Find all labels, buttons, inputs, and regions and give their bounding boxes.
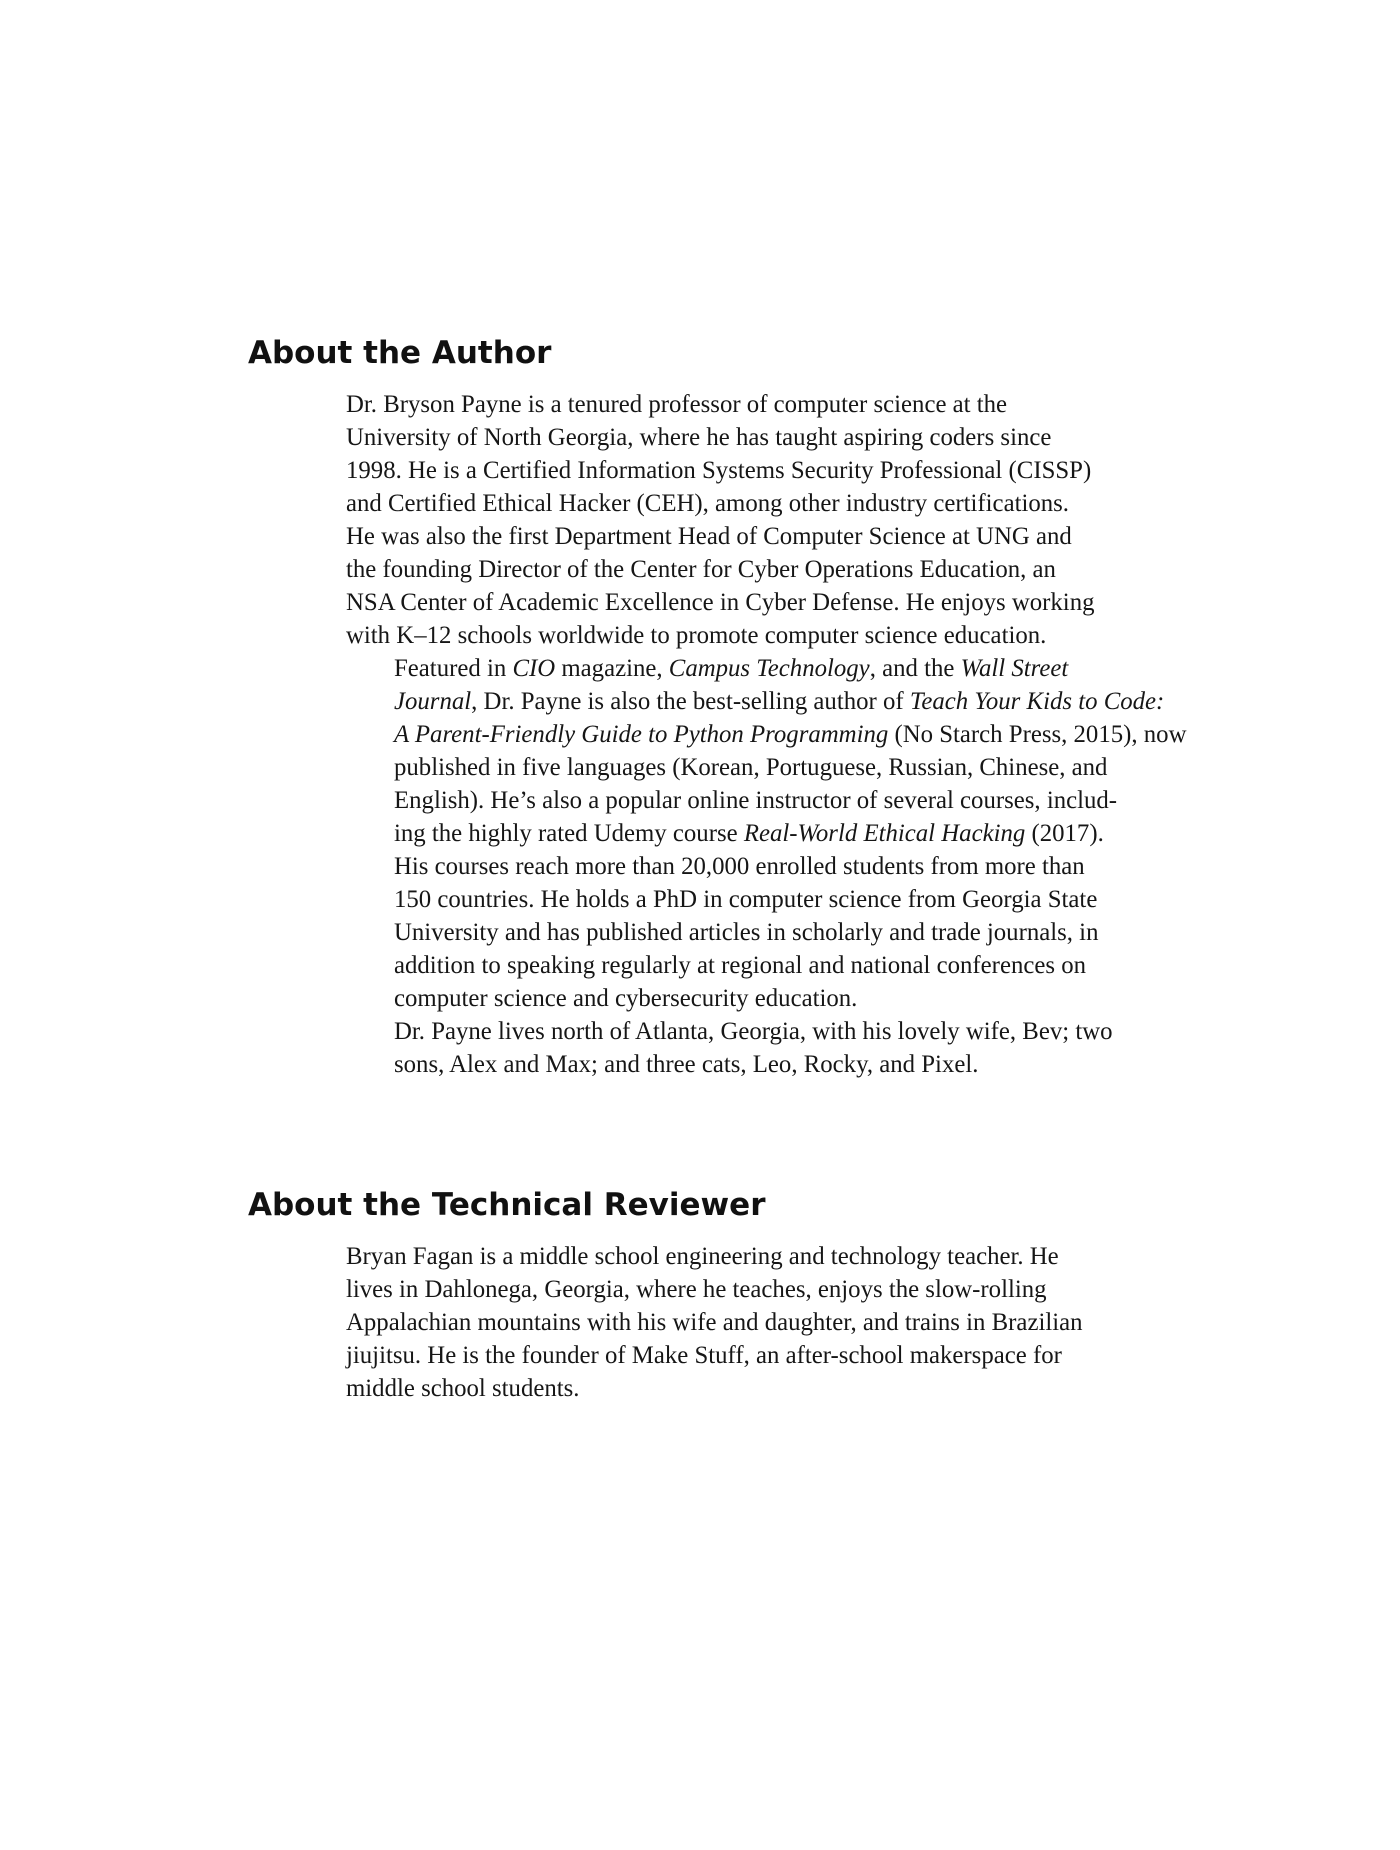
body-text: His courses reach more than 20,000 enrolled students from more than bbox=[394, 853, 1085, 880]
italic-title-text: Journal bbox=[394, 688, 472, 715]
text-line bbox=[346, 1306, 1246, 1339]
text-line bbox=[346, 949, 1246, 982]
body-text: ing the highly rated Udemy course bbox=[394, 820, 744, 847]
text-line bbox=[346, 784, 1246, 817]
body-text: sons, Alex and Max; and three cats, Leo, Rocky, and Pixel. bbox=[394, 1051, 979, 1078]
body-text: English). He’s also a popular online instructor of several courses, includ- bbox=[394, 787, 1118, 814]
body-text: 150 countries. He holds a PhD in computer science from Georgia State bbox=[394, 886, 1098, 913]
text-line bbox=[346, 817, 1246, 850]
body-text: published in five languages (Korean, Portuguese, Russian, Chinese, and bbox=[394, 754, 1108, 781]
text-line bbox=[346, 1015, 1246, 1048]
italic-title-text: Wall Street bbox=[960, 655, 1069, 682]
italic-title-text: CIO bbox=[512, 655, 556, 682]
text-line bbox=[346, 685, 1246, 718]
body-text: , Dr. Payne is also the best-selling author of bbox=[471, 688, 910, 715]
text-line bbox=[346, 586, 1246, 619]
text-line bbox=[346, 1048, 1246, 1081]
body-text: with K–12 schools worldwide to promote computer science education. bbox=[346, 622, 1047, 649]
body-text: Appalachian mountains with his wife and daughter, and trains in Brazilian bbox=[346, 1309, 1083, 1336]
text-line bbox=[346, 652, 1246, 685]
body-text: He was also the first Department Head of Computer Science at UNG and bbox=[346, 523, 1072, 550]
text-line bbox=[346, 751, 1246, 784]
text-line bbox=[346, 718, 1246, 751]
text-line bbox=[346, 421, 1246, 454]
about-the-technical-reviewer-heading: About the Technical Reviewer bbox=[248, 1187, 766, 1223]
body-text: addition to speaking regularly at regional and national conferences on bbox=[394, 952, 1087, 979]
body-text: jiujitsu. He is the founder of Make Stuff, an after-school makerspace for bbox=[346, 1342, 1062, 1369]
about-the-technical-reviewer-section bbox=[248, 1182, 1248, 1405]
text-line bbox=[346, 520, 1246, 553]
text-line bbox=[346, 883, 1246, 916]
text-line bbox=[346, 1372, 1246, 1405]
body-text: the founding Director of the Center for Cyber Operations Education, an bbox=[346, 556, 1056, 583]
text-line bbox=[346, 1339, 1246, 1372]
body-text: (No Starch Press, 2015), now bbox=[888, 721, 1187, 748]
text-line bbox=[346, 916, 1246, 949]
text-line bbox=[346, 553, 1246, 586]
reviewer-bio-paragraph bbox=[346, 1240, 1246, 1405]
body-text: NSA Center of Academic Excellence in Cyber Defense. He enjoys working bbox=[346, 589, 1095, 616]
author-bio bbox=[346, 388, 1246, 1081]
text-line bbox=[346, 1273, 1246, 1306]
italic-title-text: Campus Technology bbox=[668, 655, 870, 682]
author-bio-paragraph bbox=[346, 1015, 1246, 1081]
italic-title-text: A Parent-Friendly Guide to Python Programming bbox=[394, 721, 889, 748]
text-line bbox=[346, 454, 1246, 487]
italic-title-text: Real-World Ethical Hacking bbox=[743, 820, 1026, 847]
body-text: Dr. Bryson Payne is a tenured professor of computer science at the bbox=[346, 391, 1008, 418]
italic-title-text: Teach Your Kids to Code: bbox=[909, 688, 1165, 715]
body-text: middle school students. bbox=[346, 1375, 580, 1402]
body-text: Featured in bbox=[394, 655, 513, 682]
about-the-author-heading: About the Author bbox=[248, 335, 552, 371]
text-line bbox=[346, 982, 1246, 1015]
text-line bbox=[346, 850, 1246, 883]
text-line bbox=[346, 1240, 1246, 1273]
about-the-author-section bbox=[248, 330, 1248, 1081]
body-text: lives in Dahlonega, Georgia, where he teaches, enjoys the slow-rolling bbox=[346, 1276, 1047, 1303]
body-text: Dr. Payne lives north of Atlanta, Georgia, with his lovely wife, Bev; two bbox=[394, 1018, 1113, 1045]
reviewer-bio bbox=[346, 1240, 1246, 1405]
body-text: University of North Georgia, where he has taught aspiring coders since bbox=[346, 424, 1052, 451]
body-text: 1998. He is a Certified Information Systems Security Professional (CISSP) bbox=[346, 457, 1092, 484]
author-bio-paragraph bbox=[346, 652, 1246, 1015]
author-bio-paragraph bbox=[346, 388, 1246, 652]
body-text: computer science and cybersecurity education. bbox=[394, 985, 858, 1012]
body-text: magazine, bbox=[555, 655, 669, 682]
body-text: University and has published articles in scholarly and trade journals, in bbox=[394, 919, 1099, 946]
text-line bbox=[346, 388, 1246, 421]
body-text: , and the bbox=[869, 655, 961, 682]
body-text: (2017). bbox=[1025, 820, 1104, 847]
text-line bbox=[346, 619, 1246, 652]
body-text: and Certified Ethical Hacker (CEH), among other industry certifications. bbox=[346, 490, 1069, 517]
text-line bbox=[346, 487, 1246, 520]
body-text: Bryan Fagan is a middle school engineering and technology teacher. He bbox=[346, 1243, 1059, 1270]
